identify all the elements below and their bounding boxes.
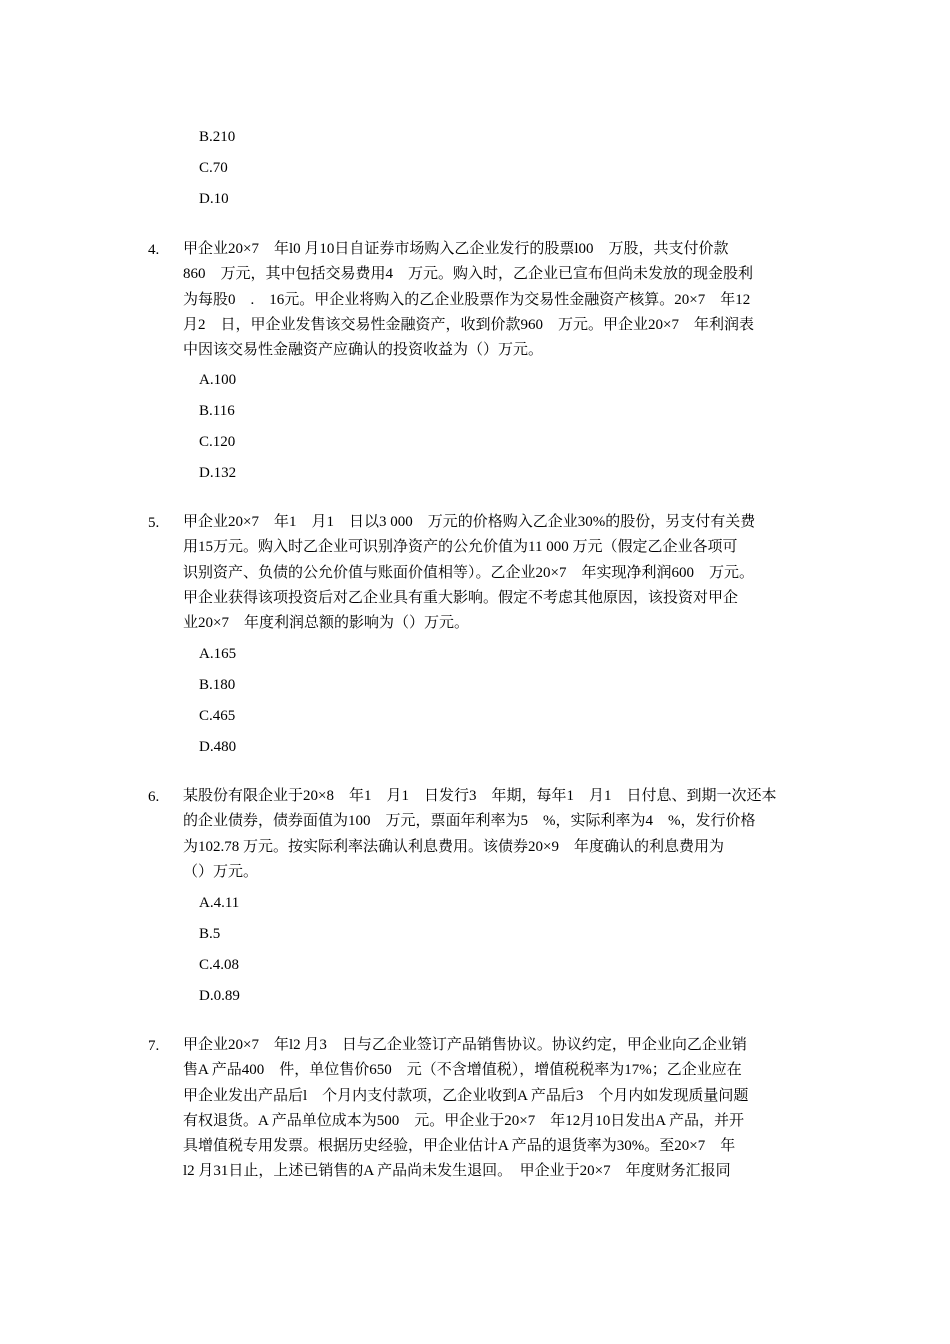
option-d: D.10: [199, 191, 229, 207]
question-line: 为102.78 万元。按实际利率法确认利息费用。该债券20×9 年度确认的利息费用为: [183, 838, 724, 855]
option-c: C.465: [199, 708, 236, 724]
option-b: B.5: [199, 926, 221, 942]
option-b: B.180: [199, 677, 236, 693]
question-line: 用15万元。购入时乙企业可识别净资产的公允价值为11 000 万元（假定乙企业各项可: [183, 539, 738, 556]
question-number: 6.: [148, 789, 160, 805]
question-line: 甲企业20×7 年1 月1 日以3 000 万元的价格购入乙企业30%的股份，另支付有关费: [183, 514, 756, 530]
question-line: 甲企业获得该项投资后对乙企业具有重大影响。假定不考虑其他原因，该投资对甲企: [183, 589, 739, 606]
question-text: [183, 237, 823, 363]
question-text: [183, 784, 823, 885]
question-line: 为每股0 . 16元。甲企业将购入的乙企业股票作为交易性金融资产核算。20×7 年12: [183, 291, 751, 308]
question-line: 甲企业发出产品后l 个月内支付款项，乙企业收到A 产品后3 个月内如发现质量问题: [183, 1087, 749, 1104]
question-line: 售A 产品400 件，单位售价650 元（不含增值税），增值税税率为17%；乙企业应在: [183, 1062, 742, 1079]
option-c: C.120: [199, 434, 236, 450]
question-line: 业20×7 年度利润总额的影响为（）万元。: [183, 615, 469, 632]
question-number: 5.: [148, 515, 160, 531]
option-d: D.0.89: [199, 988, 240, 1004]
question-line: 有权退货。A 产品单位成本为500 元。甲企业于20×7 年12月10日发出A 产品，并开: [183, 1112, 744, 1129]
question-line: （）万元。: [183, 863, 259, 880]
option-a: A.4.11: [199, 895, 240, 911]
option-a: A.100: [199, 372, 237, 388]
question-number: 7.: [148, 1038, 160, 1054]
question-line: 识别资产、负债的公允价值与账面价值相等）。乙企业20×7 年实现净利润600 万元。: [183, 564, 754, 581]
question-line: 甲企业20×7 年l2 月3 日与乙企业签订产品销售协议。协议约定，甲企业向乙企业销: [183, 1037, 747, 1053]
option-d: D.480: [199, 739, 237, 755]
option-d: D.132: [199, 465, 237, 481]
option-a: A.165: [199, 646, 237, 662]
question-line: 的企业债券，债券面值为100 万元，票面年利率为5 %，实际利率为4 %，发行价格: [183, 813, 756, 830]
question-line: 月2 日，甲企业发售该交易性金融资产，收到价款960 万元。甲企业20×7 年利润表: [183, 316, 754, 333]
question-text: [183, 1033, 823, 1185]
question-line: 甲企业20×7 年l0 月10日自证券市场购入乙企业发行的股票l00 万股，共支付价款: [183, 241, 729, 257]
question-line: 中因该交易性金融资产应确认的投资收益为（）万元。: [183, 342, 544, 359]
option-b: B.210: [199, 129, 236, 145]
question-text: [183, 510, 823, 636]
option-c: C.4.08: [199, 957, 240, 973]
question-line: 具增值税专用发票。根据历史经验，甲企业估计A 产品的退货率为30%。至20×7 年: [183, 1138, 736, 1155]
option-b: B.116: [199, 403, 235, 419]
option-c: C.70: [199, 160, 228, 176]
question-line: 某股份有限企业于20×8 年1 月1 日发行3 年期，每年1 月1 日付息、到期一次还本: [183, 788, 777, 804]
question-number: 4.: [148, 242, 160, 258]
question-line: l2 月31日止，上述已销售的A 产品尚未发生退回。 甲企业于20×7 年度财务汇报同: [183, 1163, 731, 1180]
question-line: 860 万元，其中包括交易费用4 万元。购入时，乙企业已宣布但尚未发放的现金股利: [183, 266, 754, 283]
